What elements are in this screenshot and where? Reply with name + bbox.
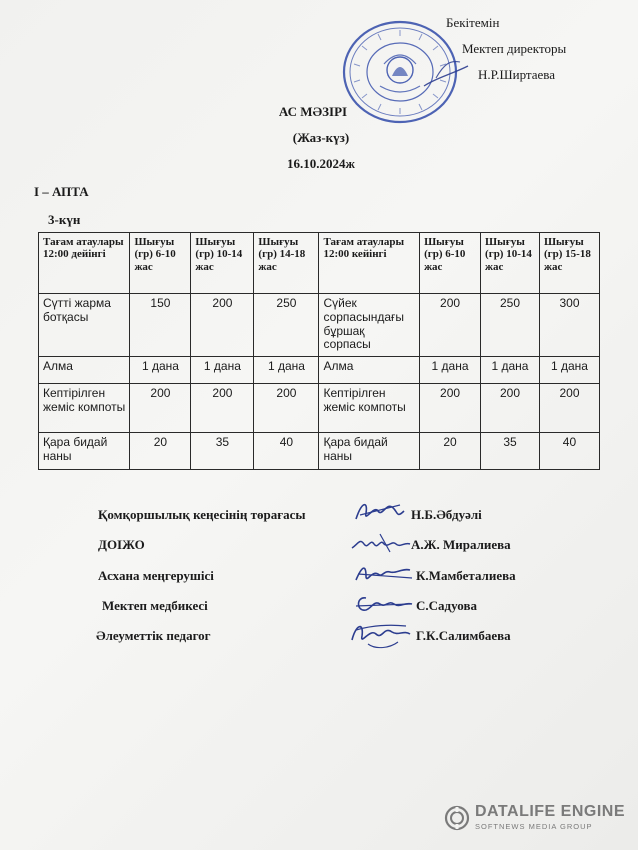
table-cell: Алма — [39, 357, 130, 384]
table-header-cell: Шығуы (гр) 10-14 жас — [481, 233, 540, 294]
table-row — [39, 294, 600, 357]
signature-role: Әлеуметтік педагог — [96, 628, 211, 643]
week-label: I – АПТА — [34, 184, 89, 199]
datalife-logo-icon — [444, 805, 470, 831]
table-header-cell: Тағам атаулары 12:00 кейінгі — [319, 233, 420, 294]
table-cell: 1 дана — [254, 357, 319, 384]
table-header-cell: Тағам атаулары 12:00 дейінгі — [39, 233, 130, 294]
table-header-cell: Шығуы (гр) 14-18 жас — [254, 233, 319, 294]
signature-role: ДОІЖО — [98, 537, 145, 552]
table-cell: 40 — [254, 433, 319, 470]
table-header-cell: Шығуы (гр) 6-10 жас — [130, 233, 191, 294]
table-cell: 1 дана — [539, 357, 599, 384]
approval-line-name: Н.Р.Ширтаева — [478, 67, 556, 82]
approval-line-approve: Бекітемін — [446, 15, 500, 30]
table-cell: 20 — [420, 433, 481, 470]
table-cell: 1 дана — [420, 357, 481, 384]
table-cell: 200 — [191, 294, 254, 357]
signature-role: Мектеп медбикесі — [102, 598, 208, 613]
table-cell: 1 дана — [481, 357, 540, 384]
datalife-engine-watermark — [444, 804, 625, 831]
table-header-row — [39, 233, 600, 294]
table-cell: 200 — [191, 384, 254, 433]
signature-name: С.Садуова — [416, 598, 477, 613]
table-cell: Сүйек сорпасындағы бұршақ сорпасы — [319, 294, 420, 357]
watermark-title: DATALIFE ENGINE — [475, 803, 626, 820]
signature-role: Асхана меңгерушісі — [98, 568, 214, 583]
table-row — [39, 433, 600, 470]
signature-name: Н.Б.Әбдуәлі — [411, 507, 482, 522]
handwritten-signature-icon — [352, 560, 414, 588]
signature-name: А.Ж. Миралиева — [411, 537, 511, 552]
table-cell: Қара бидай наны — [39, 433, 130, 470]
table-cell: 300 — [539, 294, 599, 357]
table-cell: Сүтті жарма ботқасы — [39, 294, 130, 357]
table-cell: 200 — [420, 294, 481, 357]
table-cell: 250 — [254, 294, 319, 357]
menu-table — [38, 232, 600, 470]
handwritten-signature-icon — [350, 530, 412, 556]
table-cell: 1 дана — [130, 357, 191, 384]
table-row — [39, 357, 600, 384]
table-cell: 200 — [481, 384, 540, 433]
table-header-cell: Шығуы (гр) 15-18 жас — [539, 233, 599, 294]
table-cell: 150 — [130, 294, 191, 357]
day-label: 3-күн — [48, 212, 81, 227]
signature-name: Г.К.Салимбаева — [416, 628, 511, 643]
table-header-cell: Шығуы (гр) 6-10 жас — [420, 233, 481, 294]
handwritten-signature-icon — [352, 590, 414, 618]
signature-role: Қомқоршылық кеңесінің төрағасы — [98, 507, 306, 522]
table-cell: 200 — [420, 384, 481, 433]
table-cell: Кептірілген жеміс компоты — [39, 384, 130, 433]
document-date: 16.10.2024ж — [287, 156, 355, 171]
table-cell: 1 дана — [191, 357, 254, 384]
table-cell: 200 — [130, 384, 191, 433]
table-cell: 200 — [539, 384, 599, 433]
table-cell: 250 — [481, 294, 540, 357]
handwritten-signature-icon — [346, 616, 414, 652]
table-cell: 35 — [481, 433, 540, 470]
table-cell: Қара бидай наны — [319, 433, 420, 470]
document-season: (Жаз-күз) — [292, 130, 350, 145]
table-cell: Алма — [319, 357, 420, 384]
table-cell: 20 — [130, 433, 191, 470]
table-cell: 35 — [191, 433, 254, 470]
table-cell: 200 — [254, 384, 319, 433]
signature-name: К.Мамбеталиева — [416, 568, 516, 583]
watermark-subtitle: SOFTNEWS MEDIA GROUP — [475, 822, 593, 831]
document-title: АС МӘЗІРІ — [278, 104, 348, 119]
approval-line-position: Мектеп директоры — [462, 41, 567, 56]
table-header-cell: Шығуы (гр) 10-14 жас — [191, 233, 254, 294]
table-row — [39, 384, 600, 433]
handwritten-signature-icon — [352, 497, 408, 527]
table-cell: 40 — [539, 433, 599, 470]
table-cell: Кептірілген жеміс компоты — [319, 384, 420, 433]
